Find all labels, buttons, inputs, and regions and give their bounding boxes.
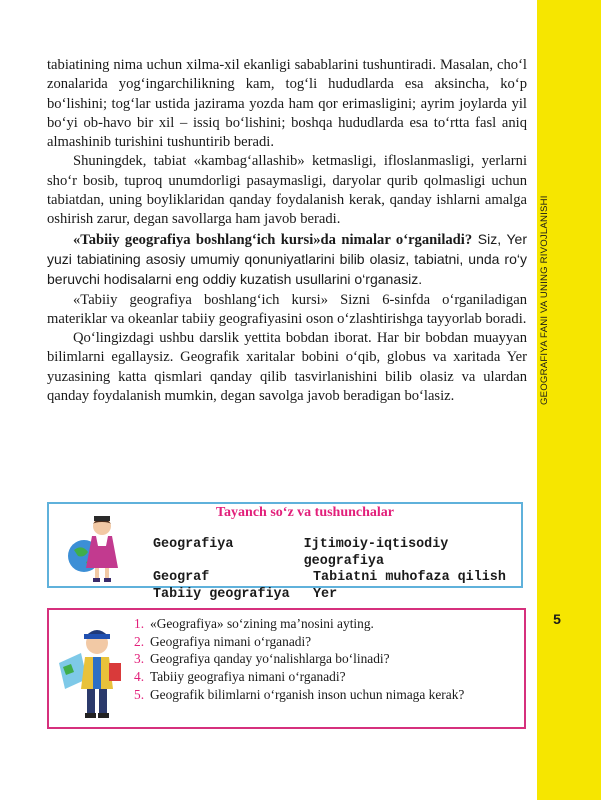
- question-text: Geografik bilimlarni o‘rganish inson uchun nimaga kerak?: [150, 686, 465, 702]
- concept-row: [153, 587, 523, 604]
- concept-term: Tabiiy geografiya: [153, 587, 290, 603]
- question-item: [134, 668, 514, 686]
- question-number: 4.: [134, 669, 145, 685]
- key-concepts-list: [153, 537, 523, 604]
- paragraph-4: «Tabiiy geografiya boshlang‘ich kursi» Sizni 6-sinfda o‘rganiladigan materiklar va okeanlar tabiiy geografiyasini oson o‘zlashtirishga tayyorlab boradi.: [47, 291, 527, 327]
- question-number: 1.: [134, 616, 145, 631]
- paragraph-3: [47, 230, 527, 291]
- concept-term: Tabiatni muhofaza qilish: [313, 570, 506, 586]
- concept-row: [153, 537, 523, 570]
- question-number: 2.: [134, 633, 145, 649]
- body-text: [47, 56, 527, 406]
- question-item: [134, 650, 514, 668]
- question-text: «Geografiya» so‘zining ma’nosini ayting.: [150, 616, 374, 631]
- question-text: Geografiya qanday yo‘nalishlarga bo‘linadi?: [150, 651, 390, 667]
- questions-list: [134, 615, 514, 704]
- question-text: Tabiiy geografiya nimani o‘rganadi?: [150, 669, 346, 685]
- question-number: 3.: [134, 651, 145, 667]
- question-item: [134, 633, 514, 651]
- question-number: 5.: [134, 686, 145, 702]
- page-number: 5: [553, 611, 561, 627]
- question-item: [134, 686, 514, 704]
- boy-with-map-illustration: [57, 623, 127, 727]
- question-item: [134, 615, 514, 633]
- concept-term: Geografiya: [153, 537, 234, 552]
- paragraph-2: Shuningdek, tabiat «kambag‘allashib» ketmasligi, ifloslanmasligi, yerlarni sho‘r bosib, tuproq unumdorligi pasaymasligi, daryolar qurib qolmasligi uchun tabiatdan, uning boyliklaridan qanday foydalanish kerak, qanday ishlarni amalga oshirish zarur, degan savollarga ham javob beradi.: [47, 153, 527, 228]
- chapter-running-title: GEOGRAFIYA FANI VA UNING RIVOJLANISHI: [539, 195, 550, 405]
- concept-term: Yer: [313, 587, 338, 603]
- question-text: Geografiya nimani o‘rganadi?: [150, 633, 312, 649]
- girl-with-globe-illustration: [62, 512, 132, 584]
- key-concepts-title: Tayanch so‘z va tushunchalar: [216, 505, 395, 520]
- paragraph-1: tabiatining nima uchun xilma-xil ekanligi sabablarini tushuntiradi. Masalan, cho‘l zonalarida yog‘ingarchilikning kam, tog‘li hududlarda esa aksincha, ko‘p bo‘lishini; tog‘lar ustida jazirama yozda ham qor erimasligini; ayrim joylarda yil bo‘yi ob-havo bir xil – issiq bo‘lishini; boshqa hududlarda esa to‘rtta fasl aniq almashinib turishini tushuntirib beradi.: [47, 57, 527, 151]
- concept-row: [153, 570, 523, 587]
- paragraph-5: Qo‘lingizdagi ushbu darslik yettita bobdan iborat. Har bir bobdan muayyan bilimlarni egallaysiz. Geografik xaritalar bobini o‘qib, globus va xaritada Yer yuzasining katta qismlari qanday qilib tasvirlanishini bilib olasiz va ulardan qanday foydalanish mumkin, degan savolga javob beradigan bo‘lasiz.: [47, 330, 527, 405]
- section-question: «Tabiiy geografiya boshlang‘ich kursi»da nimalar o‘rganiladi?: [73, 231, 473, 248]
- concept-term: Geograf: [153, 570, 210, 586]
- paragraph-3-text: Siz, Yer yuzi tabiatining asosiy umumiy qonuniyatlarini bilib olasiz, tabiatni, unda ro‘y beruvchi hodisalarni eng oddiy kuzatish usullarini o‘rganasiz.: [47, 230, 527, 288]
- concept-term: Ijtimoiy-iqtisodiy geografiya: [303, 537, 449, 569]
